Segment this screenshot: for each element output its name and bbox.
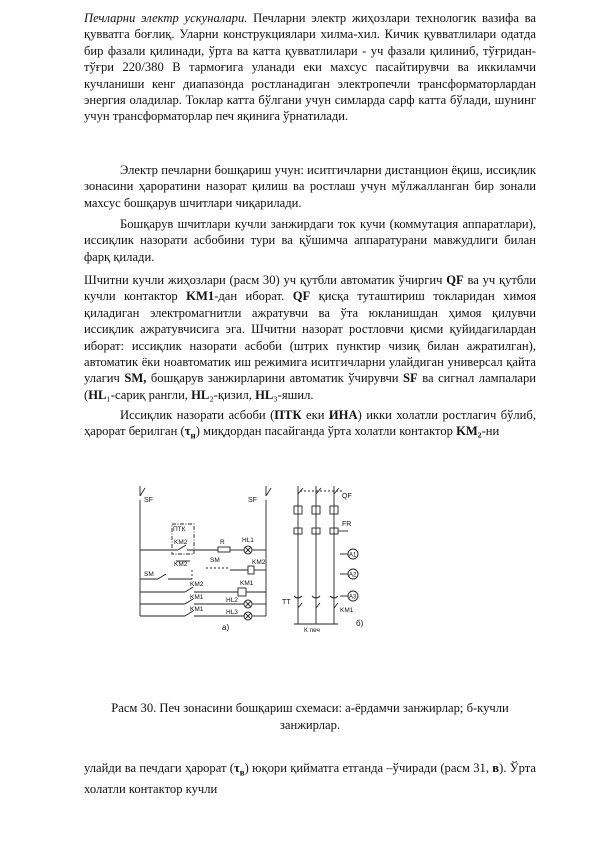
term-hl3: HL [255, 387, 274, 402]
label-sm-b: SM [144, 571, 154, 578]
label-sf-left: SF [144, 497, 153, 504]
schematic-figure [130, 484, 450, 634]
label-ptk: ПТК [173, 526, 186, 533]
label-km2-a: KM2 [174, 539, 188, 546]
paragraph-control-panels: Электр печларни бошқариш учун: иситгичларни дистанцион ёқиш, иссиқлик зонасини ҳароратини назорат қилиш ва ростлаш учун мўлжалланган бир зонали махсус бошқарув шчитлари чиқарилади. [84, 163, 536, 210]
paragraph-temperature-control: Иссиқлик назорати асбоби (ПТК еки ИНА) икки холатли ростлагич бўлиб, ҳарорат берилган $(\tau_н)$ миқдордан пасайганда ўрта холатли контактор KM₂-ни [84, 408, 536, 441]
label-km2-d: KM2 [190, 581, 204, 588]
label-km1-c: KM1 [190, 606, 204, 613]
term-hl2: HL [191, 387, 210, 402]
label-a2: A2 [349, 572, 357, 579]
paragraph-power-equipment: Шчитни кучли жиҳозлари (расм 30) уч қутбли автоматик ўчиргич QF ва уч қутбли кучли контактор KM1-дан иборат. QF қисқа туташтириш токларидан химоя қиладиган электромагнитли ажратувчи ва ўта юкланишдан ҳимоя қилувчи иссиқлик ажратувчисига эга. Шчитни назорат ростловчи қисми қуйидагилардан иборат: иссиқлик назорати асбоби (штрих пунктир чизиқ билан ажратилган), автоматик ёки ноавтоматик иш режимига иситгичларни улайдиган универсал қайта улагич SM, бошқарув занжирларини автоматик ўчирувчи SF ва сигнал лампалари (HL₁-сариқ рангли, HL₂-қизил, HL₃-яшил. [84, 273, 536, 402]
term-km2: KM₂ [456, 424, 482, 439]
term-ptk: ПТК [274, 408, 302, 422]
term-sm: SM, [124, 371, 147, 386]
label-a1: A1 [349, 552, 357, 559]
paragraph-continuation: улайди ва печдаги ҳарорат $(\tau_в)$ юқори қийматга етганда –ўчиради (расм 31, в). Ўрта холатли контактор кучли [84, 761, 536, 796]
label-a3: A3 [349, 594, 357, 601]
label-a: а) [222, 623, 230, 632]
power-circuit-diagram [282, 486, 364, 634]
label-k-pech: К печ [304, 627, 320, 634]
label-sm-a: SM [210, 557, 220, 564]
auxiliary-circuit-diagram [140, 486, 271, 632]
term-v: в [492, 761, 500, 775]
label-km2-c: KM2 [252, 559, 266, 566]
term-qf: QF [292, 289, 311, 304]
term-hl1: HL [88, 387, 107, 402]
label-r: R [220, 539, 225, 546]
label-km1: KM1 [340, 607, 354, 614]
paragraph-text: Печларни электр жиҳозлари технологик вазифа ва қувватга боғлиқ. Уларни конструкциялари хилма-хил. Кичик қувватлилари одатда бир фазали қилинади, ўрта ва катта қувватлилари - уч фазали қилиниб, тўғридан-тўғри 220/380 В тармоғига уланади еки махсус пасайтирувчи ва иккиламчи кучланиши кенг диапазонда ростланадиган электропечли трансформаторлардан энергия оладилар. Токлар катта бўлгани учун симларда сарф катта бўлади, шунинг учун трансформаторлар печ яқинига ўрнатилади. [84, 11, 537, 124]
term-km1: KM1 [186, 289, 215, 304]
term-sf: SF [403, 371, 418, 386]
label-hl2: HL2 [226, 597, 238, 604]
term-ina: ИНА [328, 408, 358, 422]
term-tau: τ [233, 761, 240, 775]
label-hl3: HL3 [226, 609, 238, 616]
label-km1-a: KM1 [240, 580, 254, 587]
label-km1-b: KM1 [190, 594, 204, 601]
label-hl1: HL1 [242, 537, 254, 544]
label-sf-right: SF [248, 497, 257, 504]
label-qf: QF [342, 493, 352, 500]
term-tau: τ [184, 424, 191, 439]
label-b: б) [356, 619, 364, 628]
term-qf: QF [446, 273, 464, 287]
label-fr: FR [342, 521, 352, 528]
figure-caption: Расм 30. Печ зонасини бошқариш схемаси: а-ёрдамчи занжирлар; б-кучли занжирлар. [111, 701, 509, 732]
paragraph-panel-differences: Бошқарув шчитлари кучли занжирдаги ток кучи (коммутация аппаратлари), иссиқлик назорати асбобини тури ва қўшимча аппаратурани мавжудлиги билан фарқ қилади. [84, 217, 536, 264]
section-title: Печларни электр ускуналари. [84, 11, 248, 25]
paragraph-intro [84, 10, 536, 125]
label-km2-b: KM2 [174, 561, 188, 568]
label-tt: TT [282, 599, 291, 606]
